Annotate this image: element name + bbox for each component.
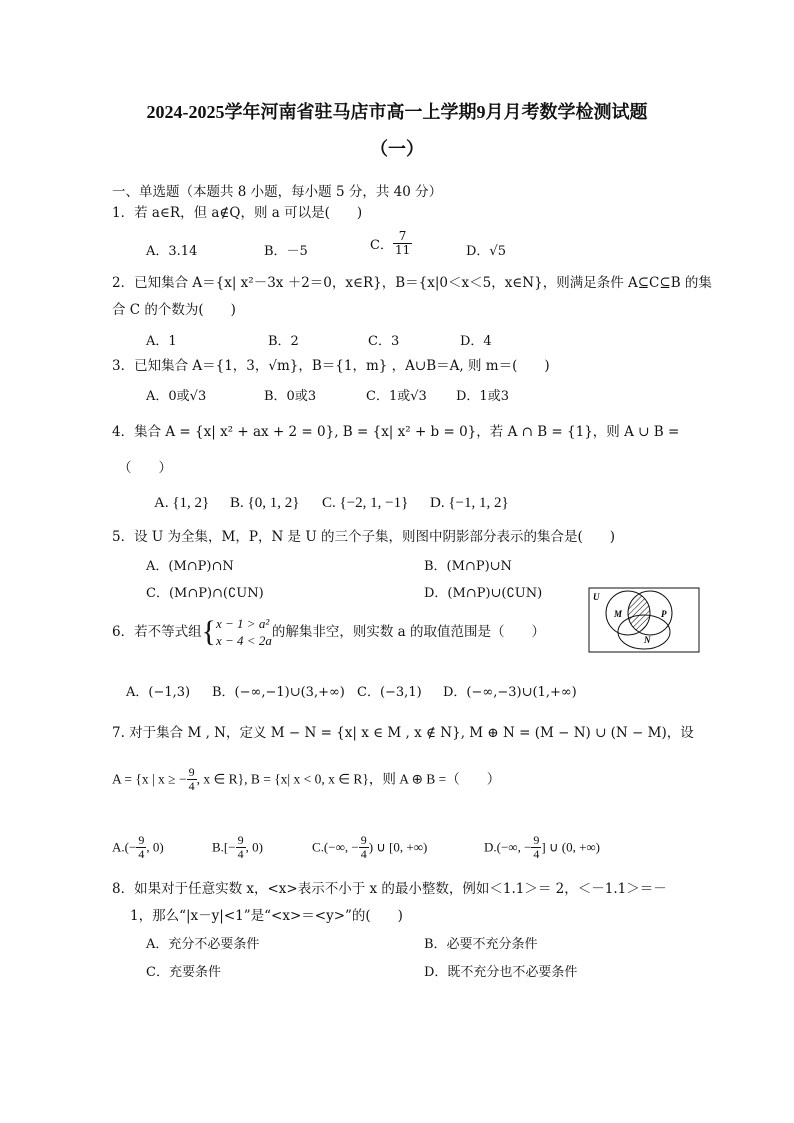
q5-option-a: A．(M∩P)∩N	[146, 559, 234, 574]
q2-option-c: C．3	[368, 334, 400, 349]
q2-option-a: A．1	[146, 334, 177, 349]
q3-option-c: C．1或√3	[366, 389, 427, 404]
question-4-paren: （ ）	[118, 460, 172, 476]
q4-option-b: B. {0, 1, 2}	[230, 495, 300, 511]
q2-option-b: B．2	[268, 334, 299, 349]
question-7-line2: A = {x | x ≥ − $\frac{9}{4}$ , x ∈ R}, B = {x| x < 0, x ∈ R}，则 A ⊕ B =（ ）	[112, 765, 501, 793]
question-4-stem: 4．集合 A = {x| x² + ax + 2 = 0}, B = {x| x² + b = 0}，若 A ∩ B = {1}，则 A ∪ B =	[112, 424, 680, 440]
q5-option-b: B．(M∩P)∪N	[424, 559, 512, 574]
q3-option-d: D．1或3	[456, 389, 509, 404]
question-1-stem: 1．若 a∈R，但 a∉Q，则 a 可以是( )	[112, 205, 363, 221]
question-3-stem: 3．已知集合 A＝{1，3，√m}，B＝{1，m} ，A∪B＝A, 则 m＝( )	[112, 358, 550, 374]
q5-option-c: C．(M∩P)∩(∁UN)	[146, 586, 264, 601]
q7-option-a: A.(− $\frac{9}{4}$ , 0)	[112, 833, 164, 861]
q7-option-d: D.(−∞, − $\frac{9}{4}$ ] ∪ (0, +∞)	[484, 833, 601, 861]
question-6-stem: 6．若不等式组{ x − 1 > a² x − 4 < 2a 的解集非空，则实数 a 的取值范围是（ ）	[112, 615, 545, 648]
q8-option-d: D．既不充分也不必要条件	[424, 965, 578, 980]
page-subtitle: （一）	[370, 139, 424, 159]
q5-option-d: D．(M∩P)∪(∁UN)	[424, 586, 543, 601]
q4-option-c: C. {−2, 1, −1}	[322, 495, 409, 511]
venn-label-n: N	[644, 635, 651, 645]
q6-option-b: B．(−∞,−1)∪(3,+∞)	[212, 685, 345, 700]
question-8-line1: 8．如果对于任意实数 x，<x>表示不小于 x 的最小整数，例如＜1.1＞＝ 2，＜－1.1＞＝－	[112, 881, 667, 897]
question-2-line2: 合 C 的个数为( )	[112, 302, 236, 318]
q6-option-a: A．(−1,3)	[126, 685, 191, 700]
q4-option-a: A. {1, 2}	[154, 495, 210, 511]
q8-option-b: B．必要不充分条件	[424, 937, 538, 952]
q6-option-d: D．(−∞,−3)∪(1,+∞)	[443, 685, 577, 700]
question-8-line2: 1，那么“|x－y|<1”是“<x>＝<y>”的( )	[130, 908, 403, 924]
venn-label-p: P	[661, 609, 667, 619]
q6-option-c: C．(−3,1)	[357, 685, 422, 700]
venn-label-u: U	[593, 592, 600, 602]
question-2-line1: 2．已知集合 A＝{x| x²－3x ＋2＝0，x∈R}，B＝{x|0＜x＜5，x∈N}，则满足条件 A⊆C⊆B 的集	[112, 275, 712, 291]
question-5-stem: 5．设 U 为全集，M，P，N 是 U 的三个子集，则图中阴影部分表示的集合是( )	[112, 529, 616, 545]
q1-option-b: B．－5	[264, 244, 308, 259]
q8-option-a: A．充分不必要条件	[146, 937, 260, 952]
question-7-line1: 7. 对于集合 M , N，定义 M − N = {x| x ∈ M , x ∉ N}, M ⊕ N = (M − N) ∪ (N − M)，设	[112, 725, 694, 741]
q4-option-d: D. {−1, 1, 2}	[430, 495, 509, 511]
q3-option-b: B．0或3	[264, 389, 317, 404]
q3-option-a: A．0或√3	[146, 389, 207, 404]
venn-label-m: M	[614, 609, 623, 619]
q1-option-c: C． $\frac{7}{11}$	[370, 229, 411, 257]
q7-option-b: B.[− $\frac{9}{4}$ , 0)	[212, 833, 263, 861]
q8-option-c: C．充要条件	[146, 965, 221, 980]
venn-diagram	[588, 587, 700, 653]
q7-option-c: C.(−∞, − $\frac{9}{4}$ ) ∪ [0, +∞)	[312, 833, 428, 861]
page-title: 2024-2025学年河南省驻马店市高一上学期9月月考数学检测试题	[146, 102, 648, 122]
q1-option-d: D．√5	[466, 244, 506, 259]
section-header: 一、单选题（本题共 8 小题，每小题 5 分，共 40 分）	[112, 184, 443, 200]
q1-option-a: A．3.14	[146, 244, 198, 259]
q2-option-d: D．4	[460, 334, 492, 349]
